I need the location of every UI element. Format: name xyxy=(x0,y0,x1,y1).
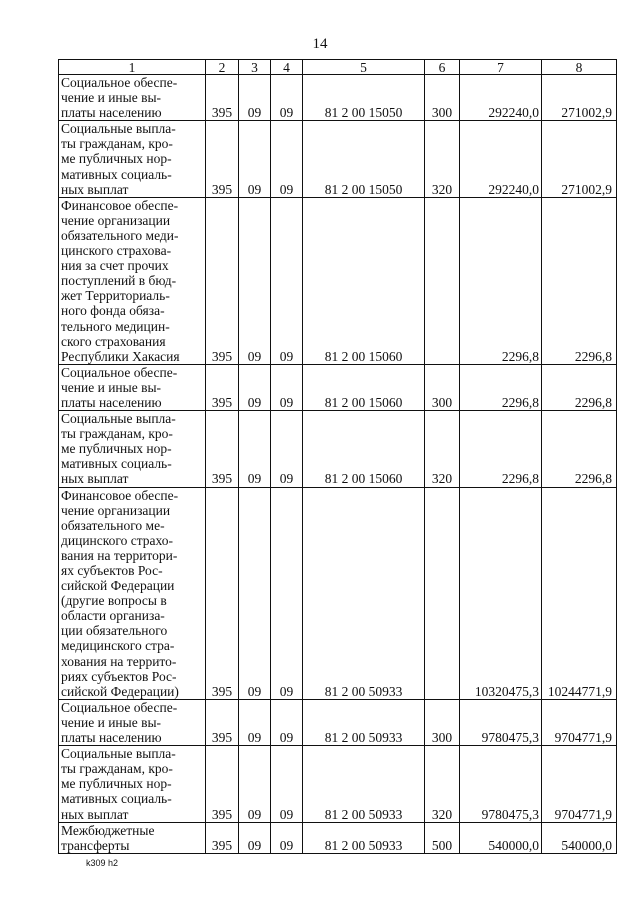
row-name-line: цинского страхова- xyxy=(61,243,172,259)
table-row xyxy=(59,364,617,410)
expense-type-cell: 300 xyxy=(425,699,460,745)
row-name-line: обязательного ме- xyxy=(61,517,165,533)
row-name-cell xyxy=(59,121,206,197)
row-name-line: вания на территори- xyxy=(61,547,178,563)
amount-executed-cell: 2296,8 xyxy=(542,411,617,487)
subsection-code-cell: 09 xyxy=(271,364,303,410)
row-name-line: ты гражданам, кро- xyxy=(61,136,173,152)
subsection-code-cell: 09 xyxy=(271,197,303,364)
table-row xyxy=(59,75,617,121)
row-name-line: ты гражданам, кро- xyxy=(61,761,173,777)
admin-code-cell: 395 xyxy=(206,822,239,853)
column-header-5: 5 xyxy=(303,60,425,75)
subsection-code-cell: 09 xyxy=(271,822,303,853)
column-header-2: 2 xyxy=(206,60,239,75)
admin-code-cell: 395 xyxy=(206,746,239,822)
row-name-cell xyxy=(59,411,206,487)
subsection-code-cell: 09 xyxy=(271,75,303,121)
row-name-line: чение организации xyxy=(61,212,171,228)
row-name-line: сийской Федерации xyxy=(61,578,175,594)
target-article-cell: 81 2 00 50933 xyxy=(303,487,425,699)
row-name-line: платы населению xyxy=(61,105,162,121)
section-code-cell: 09 xyxy=(239,411,271,487)
row-name-line: сийской Федерации) xyxy=(61,683,179,699)
section-code-cell: 09 xyxy=(239,746,271,822)
row-name-line: платы населению xyxy=(61,730,162,746)
row-name-cell xyxy=(59,75,206,121)
table-row xyxy=(59,197,617,364)
row-name-line: Республики Хакасия xyxy=(61,348,180,364)
section-code-cell: 09 xyxy=(239,364,271,410)
expense-type-cell: 320 xyxy=(425,746,460,822)
expense-type-cell: 320 xyxy=(425,121,460,197)
expense-type-cell xyxy=(425,197,460,364)
expense-type-cell xyxy=(425,487,460,699)
column-header-4: 4 xyxy=(271,60,303,75)
row-name-line: ции обязательного xyxy=(61,623,168,639)
section-code-cell: 09 xyxy=(239,197,271,364)
row-name-cell xyxy=(59,197,206,364)
page-number: 14 xyxy=(312,36,328,52)
admin-code-cell: 395 xyxy=(206,197,239,364)
row-name-line: области организа- xyxy=(61,608,165,624)
row-name-line: ных выплат xyxy=(61,181,129,197)
table-row xyxy=(59,822,617,853)
admin-code-cell: 395 xyxy=(206,121,239,197)
target-article-cell: 81 2 00 15050 xyxy=(303,121,425,197)
row-name-line: Социальное обеспе- xyxy=(61,364,178,380)
row-name-line: ного фонда обяза- xyxy=(61,303,165,319)
row-name-cell xyxy=(59,746,206,822)
row-name-line: мативных социаль- xyxy=(61,456,172,472)
column-header-6: 6 xyxy=(425,60,460,75)
row-name-line: чение и иные вы- xyxy=(61,714,162,730)
subsection-code-cell: 09 xyxy=(271,487,303,699)
row-name-line: чение и иные вы- xyxy=(61,379,162,395)
target-article-cell: 81 2 00 15060 xyxy=(303,364,425,410)
row-name-line: ме публичных нор- xyxy=(61,151,172,167)
section-code-cell: 09 xyxy=(239,699,271,745)
amount-approved-cell: 9780475,3 xyxy=(460,699,542,745)
column-header-1: 1 xyxy=(59,60,206,75)
row-name-line: Социальное обеспе- xyxy=(61,699,178,715)
amount-executed-cell: 10244771,9 xyxy=(542,487,617,699)
subsection-code-cell: 09 xyxy=(271,699,303,745)
row-name-line: поступлений в бюд- xyxy=(61,273,177,289)
amount-approved-cell: 2296,8 xyxy=(460,364,542,410)
row-name-line: жет Территориаль- xyxy=(61,288,170,304)
row-name-line: (другие вопросы в xyxy=(61,593,167,609)
row-name-line: обязательного меди- xyxy=(61,227,179,243)
row-name-line: Социальное обеспе- xyxy=(61,75,178,90)
column-header-7: 7 xyxy=(460,60,542,75)
row-name-line: хования на террито- xyxy=(61,653,177,669)
row-name-line: ных выплат xyxy=(61,471,129,487)
table-row xyxy=(59,746,617,822)
row-name-line: чение организации xyxy=(61,502,171,518)
row-name-cell xyxy=(59,699,206,745)
amount-approved-cell: 9780475,3 xyxy=(460,746,542,822)
subsection-code-cell: 09 xyxy=(271,411,303,487)
row-name-line: тельного медицин- xyxy=(61,318,170,334)
row-name-line: чение и иные вы- xyxy=(61,90,162,106)
row-name-line: Межбюджетные xyxy=(61,822,155,838)
row-name-line: риях субъектов Рос- xyxy=(61,668,177,684)
table-row xyxy=(59,487,617,699)
row-name-line: ского страхования xyxy=(61,333,166,349)
column-header-3: 3 xyxy=(239,60,271,75)
expense-type-cell: 320 xyxy=(425,411,460,487)
column-header-8: 8 xyxy=(542,60,617,75)
amount-approved-cell: 292240,0 xyxy=(460,121,542,197)
row-name-line: медицинского стра- xyxy=(61,638,175,654)
amount-executed-cell: 271002,9 xyxy=(542,75,617,121)
row-name-line: дицинского страхо- xyxy=(61,532,173,548)
amount-executed-cell: 9704771,9 xyxy=(542,746,617,822)
row-name-line: ты гражданам, кро- xyxy=(61,426,173,442)
admin-code-cell: 395 xyxy=(206,699,239,745)
row-name-line: мативных социаль- xyxy=(61,166,172,182)
amount-executed-cell: 2296,8 xyxy=(542,364,617,410)
amount-approved-cell: 2296,8 xyxy=(460,197,542,364)
row-name-line: ях субъектов Рос- xyxy=(61,563,163,578)
row-name-line: Финансовое обеспе- xyxy=(61,197,179,213)
amount-executed-cell: 9704771,9 xyxy=(542,699,617,745)
section-code-cell: 09 xyxy=(239,121,271,197)
expense-type-cell: 300 xyxy=(425,75,460,121)
expense-type-cell: 500 xyxy=(425,822,460,853)
row-name-line: мативных социаль- xyxy=(61,791,172,807)
target-article-cell: 81 2 00 15050 xyxy=(303,75,425,121)
table-row xyxy=(59,699,617,745)
amount-executed-cell: 271002,9 xyxy=(542,121,617,197)
row-name-line: Социальные выпла- xyxy=(61,746,176,762)
footer-code: k309 h2 xyxy=(86,858,119,868)
target-article-cell: 81 2 00 15060 xyxy=(303,197,425,364)
budget-table xyxy=(58,59,617,854)
row-name-line: Социальные выпла- xyxy=(61,411,176,427)
row-name-line: Социальные выпла- xyxy=(61,121,176,137)
target-article-cell: 81 2 00 50933 xyxy=(303,746,425,822)
amount-approved-cell: 2296,8 xyxy=(460,411,542,487)
admin-code-cell: 395 xyxy=(206,364,239,410)
table-header-row xyxy=(59,60,617,75)
table-body xyxy=(59,75,617,854)
section-code-cell: 09 xyxy=(239,487,271,699)
row-name-line: ме публичных нор- xyxy=(61,441,172,457)
subsection-code-cell: 09 xyxy=(271,121,303,197)
section-code-cell: 09 xyxy=(239,822,271,853)
amount-approved-cell: 10320475,3 xyxy=(460,487,542,699)
table-row xyxy=(59,121,617,197)
expense-type-cell: 300 xyxy=(425,364,460,410)
section-code-cell: 09 xyxy=(239,75,271,121)
target-article-cell: 81 2 00 50933 xyxy=(303,822,425,853)
row-name-line: ния за счет прочих xyxy=(61,258,169,274)
admin-code-cell: 395 xyxy=(206,75,239,121)
amount-approved-cell: 540000,0 xyxy=(460,822,542,853)
row-name-line: трансферты xyxy=(61,837,130,853)
row-name-line: Финансовое обеспе- xyxy=(61,487,179,503)
row-name-line: платы населению xyxy=(61,394,162,410)
row-name-cell xyxy=(59,822,206,853)
subsection-code-cell: 09 xyxy=(271,746,303,822)
amount-executed-cell: 540000,0 xyxy=(542,822,617,853)
row-name-cell xyxy=(59,487,206,699)
row-name-line: ме публичных нор- xyxy=(61,776,172,792)
amount-executed-cell: 2296,8 xyxy=(542,197,617,364)
target-article-cell: 81 2 00 50933 xyxy=(303,699,425,745)
amount-approved-cell: 292240,0 xyxy=(460,75,542,121)
row-name-cell xyxy=(59,364,206,410)
table-row xyxy=(59,411,617,487)
row-name-line: ных выплат xyxy=(61,806,129,822)
admin-code-cell: 395 xyxy=(206,411,239,487)
admin-code-cell: 395 xyxy=(206,487,239,699)
target-article-cell: 81 2 00 15060 xyxy=(303,411,425,487)
